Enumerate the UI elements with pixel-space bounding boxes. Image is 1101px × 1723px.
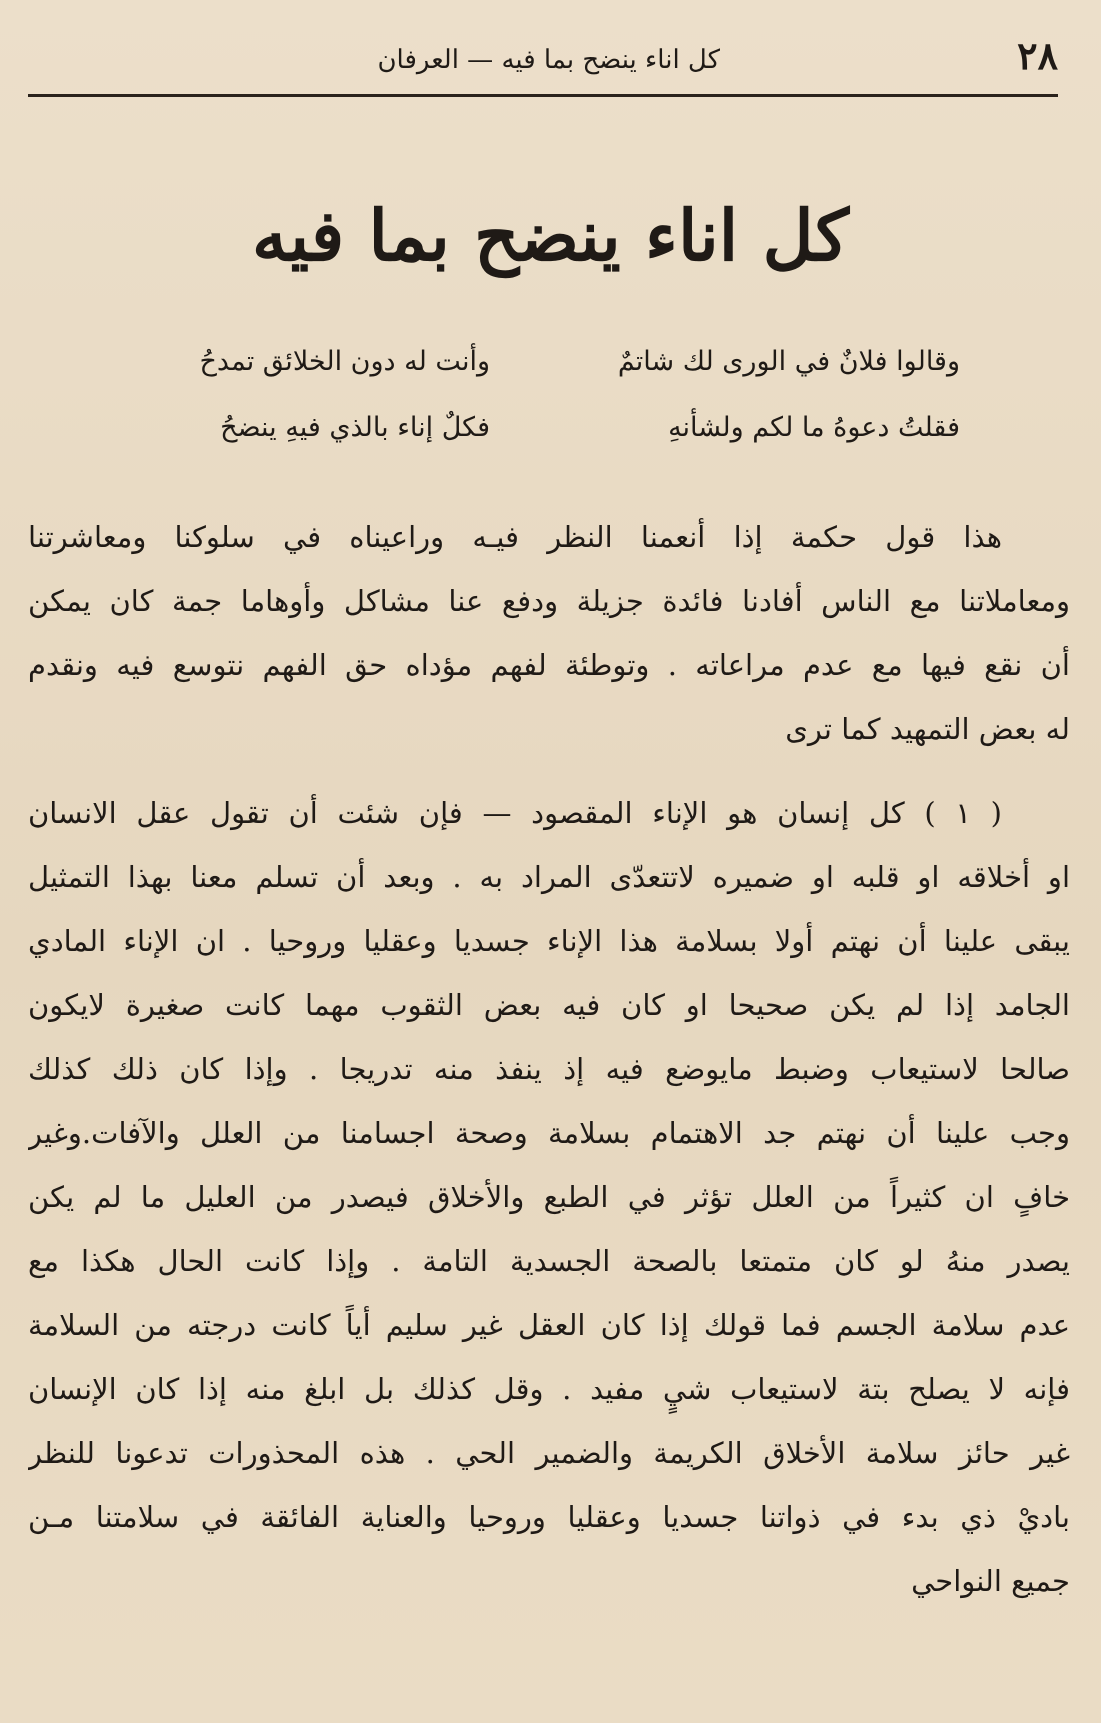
page-header bbox=[28, 33, 1058, 98]
poem bbox=[140, 340, 960, 472]
verse-first-hemistich: فقلتُ دعوهُ ما لكم ولشأنهِ bbox=[668, 412, 960, 443]
running-head: كل اناء ينضح بما فيه — العرفان bbox=[377, 45, 720, 75]
paragraph-point-one bbox=[28, 781, 1070, 1613]
text-line: باديْ ذي بدء في ذواتنا جسديا وعقليا وروحيا والعناية الفائقة في سلامتنا مـن bbox=[28, 1500, 1070, 1534]
paragraph-gap bbox=[28, 761, 1070, 781]
text-line: أن نقع فيها مع عدم مراعاته . وتوطئة لفهم مؤداه حق الفهم نتوسع فيه ونقدم bbox=[28, 648, 1070, 682]
paragraph-intro bbox=[28, 505, 1070, 761]
text-line: هذا قول حكمة إذا أنعمنا النظر فيـه وراعيناه في سلوكنا ومعاشرتنا bbox=[28, 520, 1002, 554]
poem-verse bbox=[140, 340, 960, 406]
text-line: ومعاملاتنا مع الناس أفادنا فائدة جزيلة ودفع عنا مشاكل وأوهاما جمة كان يمكن bbox=[28, 584, 1070, 618]
verse-second-hemistich: فكلٌ إناء بالذي فيهِ ينضحُ bbox=[220, 412, 490, 443]
article-body bbox=[28, 505, 1070, 1613]
text-line: او أخلاقه او قلبه او ضميره لاتتعدّى المراد به . وبعد أن تسلم معنا بهذا التمثيل bbox=[28, 860, 1070, 894]
verse-first-hemistich: وقالوا فلانٌ في الورى لك شاتمٌ bbox=[617, 346, 960, 377]
page-number: ٢٨ bbox=[1017, 33, 1058, 78]
text-line: صالحا لاستيعاب وضبط مايوضع فيه إذ ينفذ منه تدريجا . وإذا كان ذلك كذلك bbox=[28, 1052, 1070, 1086]
text-line: جميع النواحي bbox=[911, 1564, 1070, 1598]
text-line: له بعض التمهيد كما ترى bbox=[785, 712, 1070, 746]
text-line: يصدر منهُ لو كان متمتعا بالصحة الجسدية التامة . وإذا كانت الحال هكذا مع bbox=[28, 1244, 1070, 1278]
text-line: ( ١ ) كل إنسان هو الإناء المقصود — فإن شئت أن تقول عقل الانسان bbox=[28, 796, 1002, 830]
text-line: عدم سلامة الجسم فما قولك إذا كان العقل غير سليم أياً كانت درجته من السلامة bbox=[28, 1308, 1070, 1342]
text-line: وجب علينا أن نهتم جد الاهتمام بسلامة وصحة اجسامنا من العلل والآفات.وغير bbox=[28, 1116, 1070, 1150]
poem-verse bbox=[140, 406, 960, 472]
header-rule bbox=[28, 94, 1058, 97]
article-title: كل اناء ينضح بما فيه bbox=[252, 194, 849, 277]
text-line: الجامد إذا لم يكن صحيحا او كان فيه بعض الثقوب مهما كانت صغيرة لايكون bbox=[28, 988, 1070, 1022]
text-line: خافٍ ان كثيراً من العلل تؤثر في الطبع والأخلاق فيصدر من العليل ما لم يكن bbox=[28, 1180, 1070, 1214]
verse-second-hemistich: وأنت له دون الخلائق تمدحُ bbox=[199, 346, 490, 377]
text-line: فإنه لا يصلح بتة لاستيعاب شيٍ مفيد . وقل كذلك بل ابلغ منه إذا كان الإنسان bbox=[28, 1372, 1070, 1406]
text-line: غير حائز سلامة الأخلاق الكريمة والضمير الحي . هذه المحذورات تدعونا للنظر bbox=[28, 1436, 1070, 1470]
text-line: يبقى علينا أن نهتم أولا بسلامة هذا الإناء جسديا وعقليا وروحيا . ان الإناء المادي bbox=[28, 924, 1070, 958]
